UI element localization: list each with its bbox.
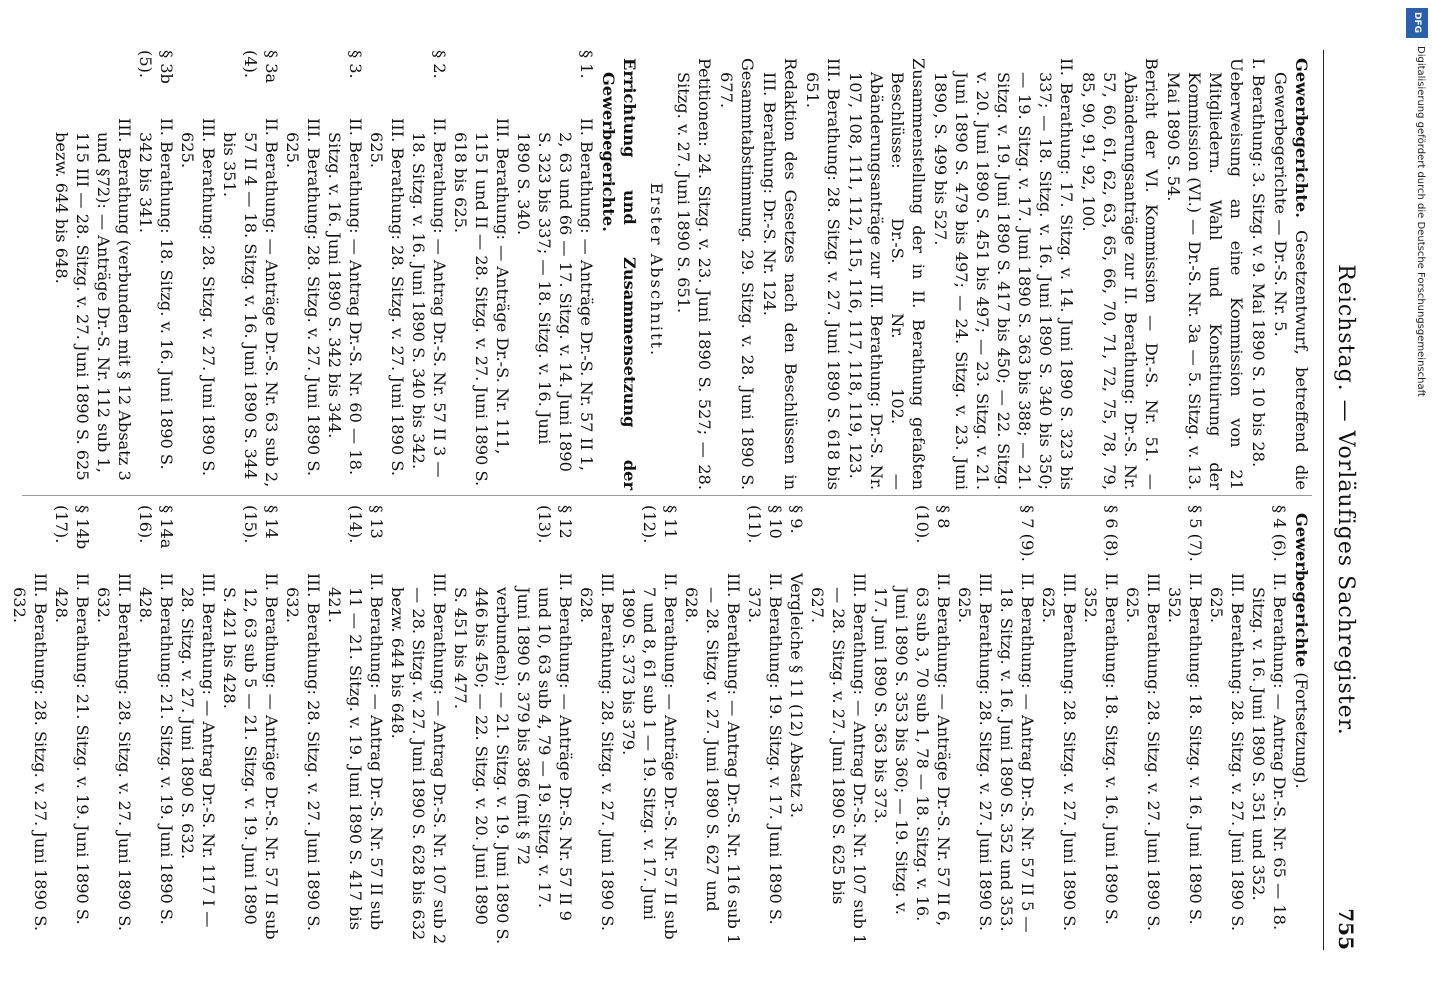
paragraph-number: § 14a (16).	[136, 505, 176, 549]
page-title: Reichstag. — Vorläufiges Sachregister.	[1333, 264, 1358, 736]
entry-text: III. Berathung (verbunden mit § 12 Absatz 3 und §72): — Anträge Dr.-S. Nr. 112 sub 1, 115 III — 28. Sitzg. v. 27. Juni 1890 S. 625 bezw. 644 bis 648.	[52, 118, 134, 481]
register-entry	[576, 505, 618, 945]
register-entry	[996, 505, 1038, 945]
register-entry	[450, 505, 576, 945]
entry-text: Redaktion des Gesetzes nach den Beschlüssen in III. Berathung: Dr.-S. Nr. 124.	[760, 58, 800, 490]
entry-text: II. Berathung: 18. Sitzg. v. 16. Juni 1890 S. 352.	[1081, 573, 1121, 925]
entry-text: Ueberweisung an eine Kommission von 21 Mitgliedern. Wahl und Konstituirung der Kommission (VI.) — Dr.-S. Nr. 3a — 5. Sitzg. v. 13. Mai 1890 S. 54.	[1164, 58, 1246, 490]
register-entry	[450, 50, 513, 490]
entry-text: Petitionen: 24. Sitzg. v. 23. Juni 1890 S. 527; — 28. Sitzg. v. 27. Juni 1890 S. 651.	[674, 58, 714, 490]
right-column	[9, 505, 1312, 945]
entry-text: III. Berathung: 28. Sitzg. v. 27. Juni 1890 S. 632.	[94, 573, 134, 931]
paragraph-number: § 9.	[787, 505, 806, 534]
register-entry	[1206, 505, 1248, 945]
register-entry	[870, 505, 954, 945]
entry-text: III. Berathung: — Antrag Dr.-S. Nr. 107 sub 1 — 28. Sitzg. v. 27. Juni 1890 S. 625 bis 627.	[808, 573, 869, 945]
entry-text: (Fortsetzung).	[1292, 672, 1311, 789]
register-entry	[1291, 505, 1312, 945]
entry-text: III. Berathung: 28. Sitzg. v. 27. Juni 1890 S. 632.	[283, 573, 323, 931]
paragraph-number: § 11 (12).	[640, 505, 680, 544]
entry-text: II. Berathung: — Antrag Dr.-S. Nr. 57 II 3 — 18. Sitzg. v. 16. Juni 1890 S. 340 bis 342.	[409, 118, 449, 478]
register-entry	[681, 505, 744, 945]
paragraph-number: § 13 (14).	[346, 505, 386, 544]
entry-text: Vergleiche § 11 (12) Absatz 3.	[787, 573, 806, 819]
register-entry	[282, 50, 324, 490]
paragraph-number: § 12 (13).	[535, 505, 575, 544]
entry-text: II. Berathung: — Anträge Dr.-S. Nr. 57 II 6, 63 sub 3, 70 sub 1, 78 — 18. Sitzg. v. 16. Juni 1890 S. 353 bis 360; — 19. Sitzg. v. 17. Juni 1890 S. 363 bis 373.	[871, 573, 953, 927]
entry-text: II. Berathung: 21. Sitzg. v. 19. Juni 1890 S. 428.	[136, 573, 176, 925]
paragraph-number: § 8 (10).	[913, 505, 953, 544]
entry-text: II. Berathung: — Antrag Dr.-S. Nr. 65 — 18. Sitzg. v. 16. Juni 1890 S. 351 und 352.	[1249, 573, 1289, 931]
paragraph-number: § 14b (17).	[52, 505, 92, 550]
entry-text: II. Berathung: 21. Sitzg. v. 19. Juni 1890 S. 428.	[52, 573, 92, 925]
register-entry	[513, 50, 597, 490]
digitization-credit: Digitalisierung gefördert durch die Deutsche Forschungsgemeinschaft	[1415, 46, 1426, 397]
register-entry	[1038, 505, 1080, 945]
running-header	[1323, 50, 1360, 950]
entry-text: III. Berathung: 28. Sitzg. v. 27. Juni 1890 S. 625.	[1207, 573, 1247, 931]
entry-text: II. Berathung: — Anträge Dr.-S. Nr. 57 II 9 und 10, 63 sub 4, 79 — 19. Sitzg. v. 17. Juni 1890 S. 379 bis 386 (mit § 72 verbunden); — 21. Sitzg. v. 19. Juni 1890 S. 446 bis 450; — 22. Sitzg. v. 20. Juni 1890 S. 451 bis 477.	[451, 573, 575, 945]
entry-text: II. Berathung: — Antrag Dr.-S. Nr. 57 II sub 11 — 21. Sitzg. v. 19. Juni 1890 S. 417 bis 421.	[325, 573, 386, 931]
register-entry	[954, 505, 996, 945]
left-column	[51, 50, 1312, 490]
entry-keyword: Gewerbegerichte.	[1292, 58, 1311, 218]
entry-keyword: Gewerbegerichte	[1292, 513, 1311, 668]
entry-text: I. Berathung: 3. Sitzg. v. 9. Mai 1890 S. 10 bis 28.	[1249, 58, 1268, 468]
register-entry	[9, 505, 51, 945]
paragraph-number: § 4 (6).	[1270, 505, 1289, 562]
register-entry	[324, 505, 387, 945]
register-entry	[786, 505, 807, 945]
register-entry	[744, 505, 786, 945]
register-entry	[366, 50, 408, 490]
entry-text: III. Berathung: — Anträge Dr.-S. Nr. 111, 115 I und II — 28. Sitzg. v. 27. Juni 1890 S. 618 bis 625.	[451, 118, 512, 487]
register-entry	[802, 50, 844, 490]
entry-text: II. Berathung: — Anträge Dr.-S. Nr. 57 II 1, 2, 63 und 66 — 17. Sitzg. v. 14. Juni 1890 S. 323 bis 337; — 18. Sitzg. v. 16. Juni 1890 S. 340.	[514, 118, 596, 472]
register-entry	[716, 50, 758, 490]
register-entry	[135, 50, 177, 490]
entry-text: II. Berathung: 17. Sitzg. v. 14. Juni 1890 S. 323 bis 337; — 18. Sitzg. v. 16. Juni 1890 S. 340 bis 350; — 19. Sitzg. v. 17. Juni 1890 S. 363 bis 388; — 21. Sitzg. v. 19. Juni 1890 S. 417 bis 450; — 22. Sitzg. v. 20. Juni 1890 S. 451 bis 497; — 23. Sitzg. v. 21. Juni 1890 S. 479 bis 497; — 24. Sitzg. v. 23. Juni 1890, S. 499 bis 527.	[931, 58, 1076, 490]
register-entry	[219, 50, 282, 490]
register-entry	[51, 50, 135, 490]
entry-text: Zusammenstellung der in II. Berathung gefaßten Beschlüsse: Dr.-S. Nr. 102. — Abänderungsanträge zur III. Berathung: Dr.-S. Nr. 107, 108, 111, 112, 115, 116, 117, 118, 119, 123.	[846, 58, 928, 490]
paragraph-number: § 3a (4).	[241, 50, 281, 84]
register-entry	[408, 50, 450, 490]
entry-text: Gesammtabstimmung. 29. Sitzg. v. 28. Juni 1890 S. 677.	[717, 58, 757, 490]
register-entry	[1248, 50, 1269, 490]
register-entry	[219, 505, 282, 945]
register-entry	[282, 505, 324, 945]
register-entry	[673, 50, 715, 490]
entry-text: II. Berathung: — Antrag Dr.-S. Nr. 57 II 5 — 18. Sitzg. v. 16. Juni 1890 S. 352 und 353.	[997, 573, 1037, 933]
paragraph-number: § 3.	[346, 50, 365, 79]
paragraph-number: § 3b (5).	[136, 50, 176, 84]
register-entry	[51, 505, 93, 945]
register-entry	[93, 505, 135, 945]
register-entry	[1163, 50, 1247, 490]
register-entry	[1078, 50, 1162, 490]
register-entry	[618, 505, 681, 945]
register-entry	[845, 50, 929, 490]
entry-text: II. Berathung: — Anträge Dr.-S. Nr. 63 sub 2, 57 II 4 — 18. Sitzg. v. 16. Juni 1890 S. 344 bis 351.	[220, 118, 281, 488]
register-entry	[1080, 505, 1122, 945]
paragraph-number: § 1.	[577, 50, 596, 79]
entry-text: III. Berathung: 28. Sitzg. v. 27. Juni 1890 S. 625.	[1039, 573, 1079, 931]
entry-keyword: Errichtung und Zusammensetzung der Gewerbegerichte.	[599, 58, 639, 490]
entry-text: III. Berathung: 28. Sitzg. v. 27. Juni 1890 S. 632.	[10, 573, 50, 931]
entry-text: III. Berathung: — Antrag Dr.-S. Nr. 117 I — 28. Sitzg. v. 27. Juni 1890 S. 632.	[178, 573, 218, 928]
entry-text: III. Berathung: 28. Sitzg. v. 27. Juni 1890 S. 628.	[577, 573, 617, 931]
entry-text: III. Berathung: 28. Sitzg. v. 27. Juni 1890 S. 618 bis 651.	[803, 58, 843, 490]
register-entry	[177, 505, 219, 945]
entry-text: II. Berathung: 19. Sitzg. v. 17. Juni 1890 S. 373.	[745, 573, 785, 925]
paragraph-number: § 10 (11).	[745, 505, 785, 544]
register-entry	[177, 50, 219, 490]
register-entry	[759, 50, 801, 490]
entry-text: III. Berathung: 28. Sitzg. v. 27. Juni 1890 S. 625.	[367, 118, 407, 476]
entry-text: II. Berathung: — Anträge Dr.-S. Nr. 57 II sub 7 und 8, 61 sub 1 — 19. Sitzg. v. 17. Juni 1890 S. 373 bis 379.	[619, 573, 680, 940]
paragraph-number: § 6 (8).	[1102, 505, 1121, 562]
entry-text: III. Berathung: — Antrag Dr.-S. Nr. 107 sub 2 — 28. Sitzg. v. 27. Juni 1890 S. 628 bis 632 bezw. 644 bis 648.	[388, 573, 449, 945]
register-entry	[324, 50, 366, 490]
column-divider	[22, 495, 1312, 496]
entry-text: II. Berathung: — Anträge Dr.-S. Nr. 57 II sub 12, 63 sub 5 — 21. Sitzg. v. 19. Juni 1890 S. 421 bis 428.	[220, 573, 281, 940]
register-entry	[1248, 505, 1290, 945]
page-number: 755	[1334, 908, 1358, 950]
register-entry	[1164, 505, 1206, 945]
entry-text: III. Berathung: 28. Sitzg. v. 27. Juni 1890 S. 625.	[1123, 573, 1163, 931]
register-entry	[1122, 505, 1164, 945]
entry-text: II. Berathung: — Antrag Dr.-S. Nr. 60 — 18. Sitzg. v. 16. Juni 1890 S. 342 bis 344.	[325, 118, 365, 476]
register-entry	[1270, 50, 1312, 490]
entry-text: III. Berathung: 28. Sitzg. v. 27. Juni 1890 S. 625.	[955, 573, 995, 931]
register-entry	[387, 505, 450, 945]
register-entry	[598, 50, 640, 490]
dfg-logo: DFG	[1406, 8, 1428, 38]
entry-text: Bericht der VI. Kommission — Dr.-S. Nr. 51. — Abänderungsanträge zur II. Berathung: Dr.-S. Nr. 57, 60, 61, 62, 63, 65, 66, 70, 71, 72, 75, 78, 79, 85, 90, 91, 92, 100.	[1079, 58, 1161, 490]
entry-text: III. Berathung: 28. Sitzg. v. 27. Juni 1890 S. 625.	[283, 118, 323, 476]
entry-text: III. Berathung: — Antrag Dr.-S. Nr. 116 sub 1 — 28. Sitzg. v. 27. Juni 1890 S. 627 und 628.	[682, 573, 743, 945]
entry-text: III. Berathung: 28. Sitzg. v. 27. Juni 1890 S. 625.	[178, 118, 218, 476]
entry-text: II. Berathung: 18. Sitzg. v. 16. Juni 1890 S. 342 bis 341.	[136, 118, 176, 470]
paragraph-number: § 14 (15).	[241, 505, 281, 544]
entry-text: II. Berathung: 18. Sitzg. v. 16. Juni 1890 S. 352.	[1165, 573, 1205, 925]
register-entry	[807, 505, 870, 945]
paragraph-number: § 2.	[430, 50, 449, 79]
entry-text: Gesetzentwurf, betreffend die Gewerbegerichte — Dr.-S. Nr. 5.	[1271, 72, 1311, 490]
register-entry	[135, 505, 177, 945]
paragraph-number: § 5 (7).	[1186, 505, 1205, 562]
paragraph-number: § 7 (9).	[1018, 505, 1037, 562]
section-heading: Erster Abschnitt.	[647, 182, 666, 358]
register-entry	[930, 50, 1077, 490]
